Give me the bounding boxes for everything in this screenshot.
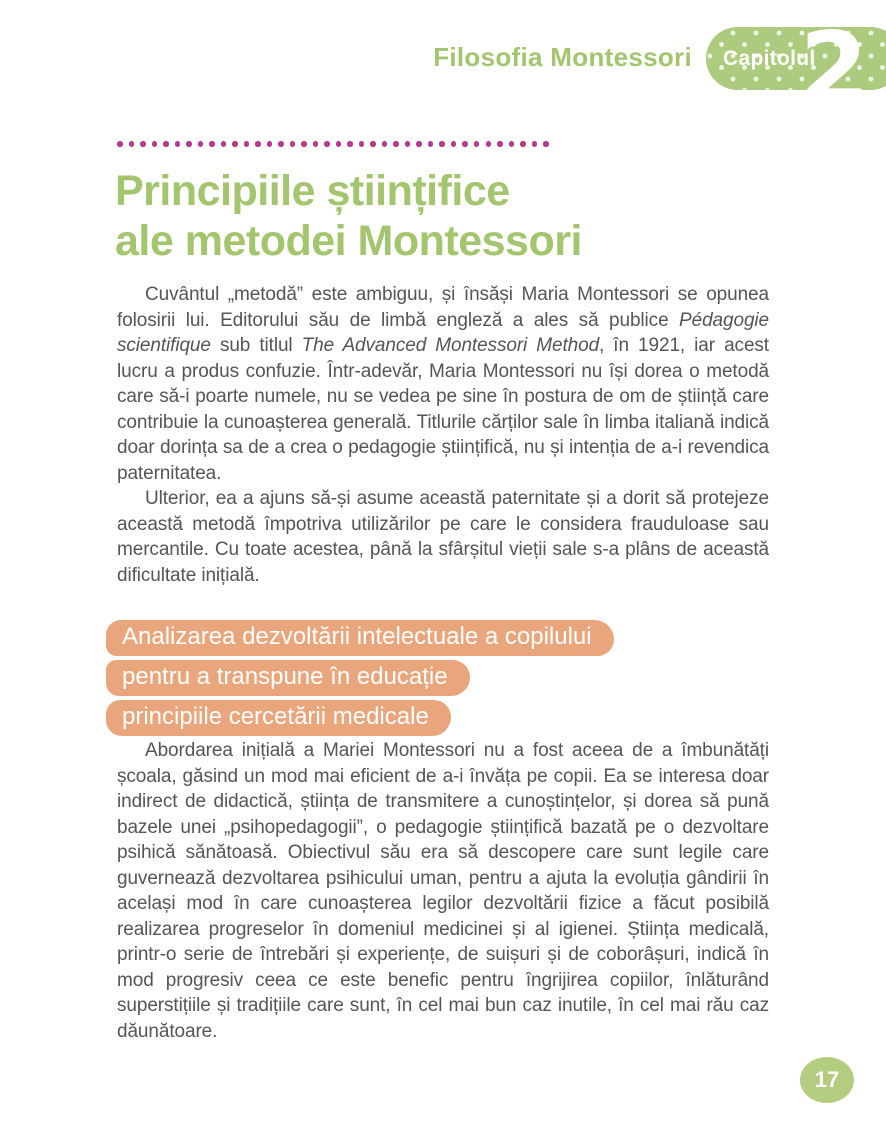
divider-dot [532,141,538,147]
text-run: , în 1921, iar acest lucru a produs confuzie. Într-adevăr, Maria Montessori nu își dorea o metodă care să-i poarte numele, nu se vedea pe sine în postura de om de știință care contribuie la cunoașterea generală. Titlurile cărților sale în limba italiană indică doar dorința sa de a crea o pedagogie științifică, nu și intenția de a-i revendica paternitatea. [117,335,769,484]
chapter-number: 2 [799,12,868,126]
divider-dot [382,141,388,147]
divider-dot [370,141,376,147]
divider-dot [221,141,227,147]
divider-dot [416,141,422,147]
body-paragraph-2: Ulterior, ea a ajuns să-și asume această paternitate și a dorit să protejeze această metodă împotriva utilizărilor pe care le considera frauduloase sau mercantile. Cu toate acestea, până la sfârșitul vieții sale s-a plâns de această dificultate inițială. [117,488,769,586]
divider-dot [232,141,238,147]
divider-dot [497,141,503,147]
divider-dot [313,141,319,147]
chapter-badge [706,12,886,126]
divider-dot [186,141,192,147]
body-paragraph-3: Abordarea inițială a Mariei Montessori nu a fost aceea de a îmbunătăți școala, găsind un mod mai eficient de a-i învăța pe copii. Ea se interesa doar indirect de didactică, știința de transmitere a cunoștințelor, și dorea să pună bazele unei „psihopedagogii”, o pedagogie științifică bazată pe o dezvoltare psihică sănătoasă. Obiectivul său era să descopere care sunt legile care guvernează dezvoltarea psihicului uman, pentru a ajuta la evoluția gândirii în același mod în care cunoașterea legilor dezvoltării fizice a făcut posibilă realizarea progreselor în domeniul medicinei și al igienei. Știința medicală, printr-o serie de întrebări și experiențe, de suișuri și de coborâșuri, indică în mod progresiv ceea ce este benefic pentru îngrijirea copiilor, înlăturând superstițiile și tradițiile care sunt, în cel mai bun caz inutile, în cel mai rău caz dăunătoare. [117,740,769,1042]
divider-dot [451,141,457,147]
divider-dot [405,141,411,147]
divider-dot [209,141,215,147]
divider-dot [359,141,365,147]
divider-dot [152,141,158,147]
divider-dot [509,141,515,147]
divider-dot [255,141,261,147]
divider-dot [520,141,526,147]
italic-text-run: The Advanced Montessori Method [301,335,600,356]
subheading-line: Analizarea dezvoltării intelectuale a copilului [106,620,614,656]
divider-dot [486,141,492,147]
divider-dot [543,141,549,147]
divider-dot [140,141,146,147]
divider-dot [290,141,296,147]
text-run: Cuvântul „metodă” este ambiguu, și însăși Maria Montessori se opunea folosirii lui. Editorului său de limbă engleză a ales să publice [117,284,769,331]
page-number-badge [800,1057,854,1103]
subheading-line: principiile cercetării medicale [106,700,451,736]
divider-dot [462,141,468,147]
divider-dot [117,141,123,147]
divider-dot [129,141,135,147]
divider-dot [301,141,307,147]
dotted-divider [117,141,549,147]
body-paragraph-1 [117,282,769,486]
italic-text-run: Pédagogie scientifique [117,309,769,356]
subheading-line: pentru a transpune în educație [106,660,470,696]
divider-dot [428,141,434,147]
divider-dot [175,141,181,147]
divider-dot [324,141,330,147]
divider-dot [347,141,353,147]
divider-dot [198,141,204,147]
page-title-line1: Principiile științifice [115,167,510,215]
section-header: Filosofia Montessori [433,42,692,72]
divider-dot [439,141,445,147]
divider-dot [278,141,284,147]
divider-dot [267,141,273,147]
divider-dot [393,141,399,147]
page-title-line2: ale metodei Montessori [115,217,582,265]
divider-dot [474,141,480,147]
page-number: 17 [814,1067,840,1092]
divider-dot [163,141,169,147]
chapter-label: Capitolul [723,46,816,70]
section-subheading [106,620,614,740]
divider-dot [336,141,342,147]
divider-dot [244,141,250,147]
text-run: sub titlul [210,335,302,356]
page-title [115,166,582,266]
